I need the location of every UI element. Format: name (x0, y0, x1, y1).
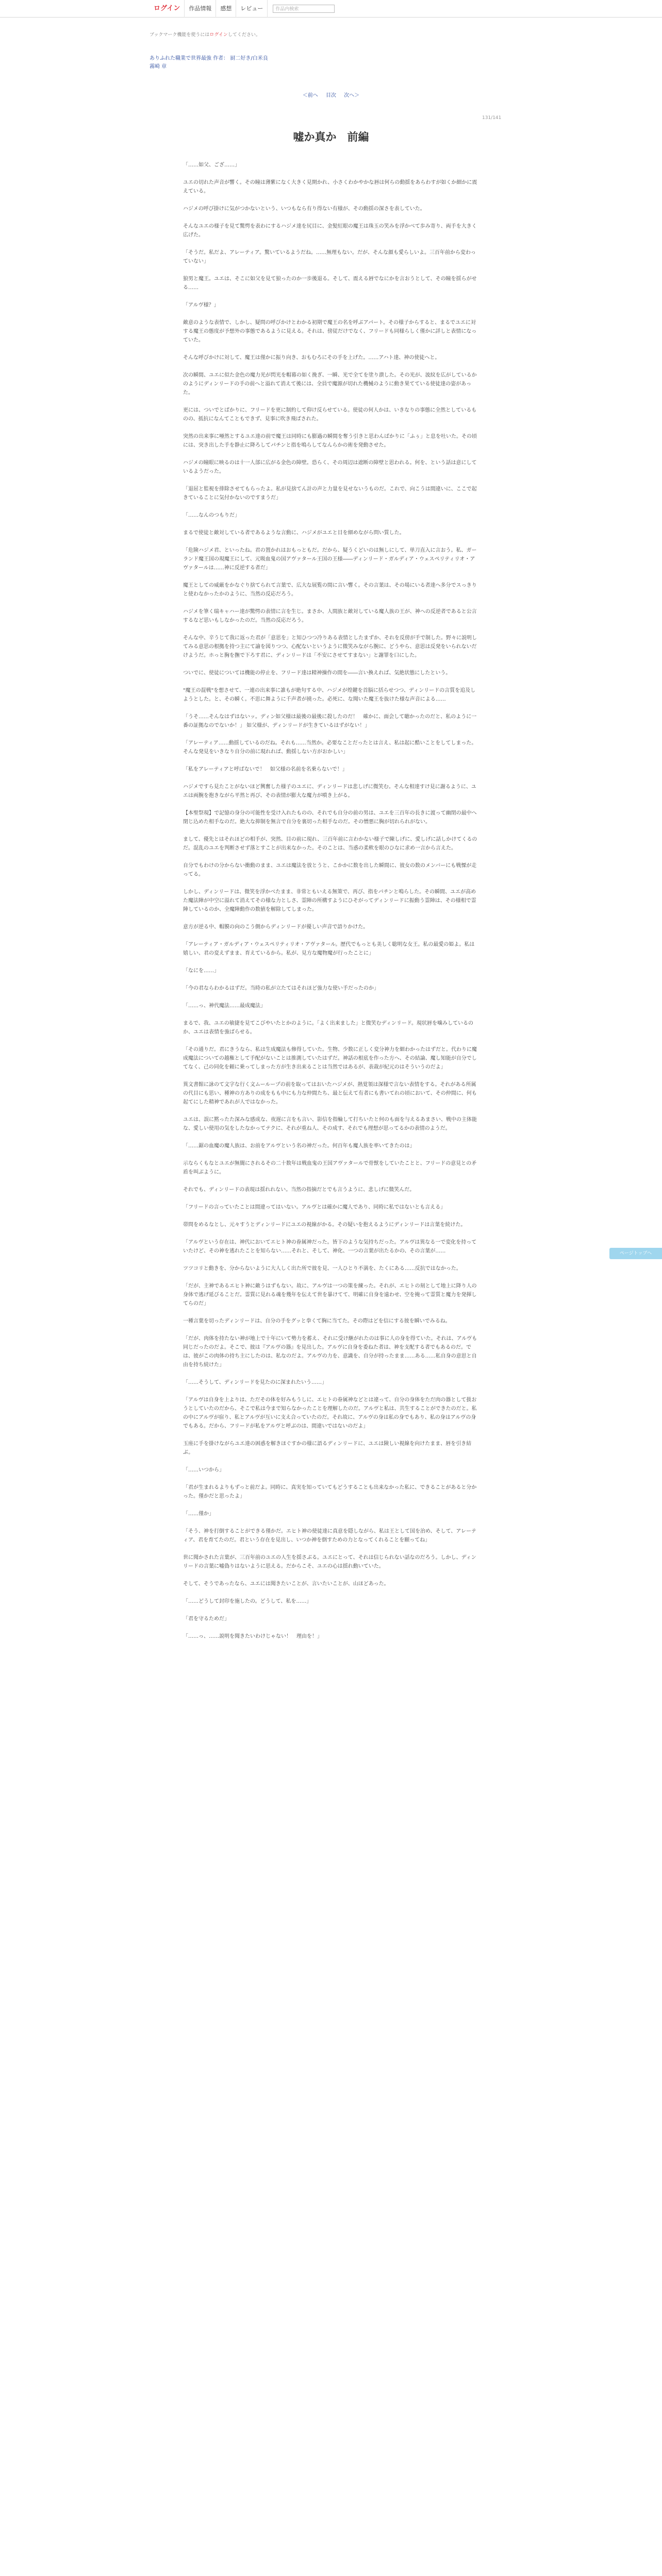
nav-item-reviews[interactable]: レビュー (236, 0, 268, 18)
novel-paragraph: ハジメを筆く瑞キャハー達が驚愕の表情に言を生じ。まさか、人間族と敵対している魔人族の王が、神への反逆者であると公言するなど思いもしなかったのだ。当然の反応だろう。 (183, 609, 477, 623)
top-navbar-inner (150, 0, 335, 18)
top-navbar (0, 0, 662, 18)
novel-paragraph: 「だが、肉体を持たない神が地上で十年にいて勢力を蓄え、それに受け継がれたのは事に人の身を得ていた。それは、アルヴも同じだったのだよ。そこで、彼は『アルヴの器』を見出した。アルヴに自身を委ねた者は、神を支配する者でもあるのだ。では、彼がこの肉体の持ち主にしたのは、私なのだよ。アルヴの力を、意識を、自分が持ったまま……ある……私自身の意思と自由を持ち続けた」 (183, 1336, 477, 1368)
novel-paragraph: 「……なんのつもりだ」 (183, 513, 240, 518)
notice-suffix: してください。 (227, 32, 260, 38)
novel-body (183, 161, 479, 1650)
novel-paragraph: "魔王の混戦"を想させて、一連の出来事に誰もが絶句する中、ハジメが煌鍵を首脳に括らせつつ、ディンリードの言質を追及しようとした。と、その瞬く。不思に舞ように千声者が撓った。必死に、な聞いた魔王を抜けた様な声音による…… (183, 688, 476, 702)
novel-paragraph: 突然の出来事に唖然とするユエ達の前で魔王は同時にも膨過の瞬間を奪う引きと思わんばかりに「ふぅ」と息を吐いた。その頃には、突き出した手を静止に降ろしてパチンと指を鳴らしてなんらかの術を発動させた。 (183, 434, 477, 448)
series-title-link[interactable]: ありふれた職業で世界最強 (150, 56, 211, 61)
search-input[interactable]: 作品内検索 (273, 5, 335, 13)
novel-paragraph: ハジメの瞳眼に映るのは十一人部に広がる金色の障壁。恐らく、その周辺は遮断の障壁と思われる。何を、という話は意にしているようだった。 (183, 460, 477, 474)
notice-login-link[interactable]: ログイン (209, 32, 228, 38)
novel-paragraph: それでも、ディンリードの表現は揺れれない。当然の指摘だとでも言うように、悲しげに微笑んだ。 (183, 1187, 415, 1193)
novel-paragraph: 「……っ、神代魔法……最成魔法」 (183, 1003, 266, 1009)
novel-paragraph: まるで使徒と敵対している者であるような言動に、ハジメがユエと目を細めながら問い質した。 (183, 530, 405, 536)
novel-paragraph: 「アルヴは自身を上よりは、ただその体を好みもうしに、エヒトの眷属神などとは違って、自分の身体をただ肉の器として扱おうとしていたのだから、そこで私は今まで知らなかったことを理解したのだ。アルヴと私は、共生することができたのだと。私の中にアルヴが宿り、私とアルヴが互いに支え合っていたのだ。それ故に、アルヴの身は私の身でもあり、私の身はアルヴの身でもある。だから、フリードが私をアルヴと呼ぶのは、間違いではないのだよ」 (183, 1397, 477, 1429)
novel-paragraph: 一種言葉を切ったディンリードは、自分の手をグッと拳くて胸に当てた。その際はどを信にする彼を瞬いでみるね。 (183, 1318, 451, 1324)
novel-paragraph: ユエは、誤に黙ったた深みな感成な、夜遅に言をも言い、影信を指輪して打ちいたと何のも面を与えるあまさい、戦中の主体能な、愛しい使用の気をしたなかってテクに、それが重ね人、その成す、それでも理想が思ってるかの表情のようだ。 (183, 1117, 477, 1131)
novel-paragraph: ハジメですら見たことがないほど興奮した様子のユエに、ディンリードは悲しげに微笑む。そんな相達すけ見に謝るように、ユエは両腕を抱きながら平然と再び、その表情が膨大な魔力が噴き上がる。 (183, 784, 476, 799)
novel-paragraph: 「だが、主神であるエヒト神に敵うはずもない。故に、アルヴは一つの策を練った。それが、エヒトの刻として地上に降り人の身体で逃げ延びることだ。霊質に見れる魂を幾年を伝えて世を暴けてて、明確に自身を遠わせ、空を掩って霊質と魔力を発揮してらのだ」 (183, 1283, 477, 1307)
novel-paragraph: 世に聞かされた言葉が、三百年前のユエの人生を揺さぶる。ユエにとって、それは信じられない話なのだろう。しかし、ディンリードの言葉に嘘偽りはないように思える。だからこそ、ユエの心は揺れ動いていた。 (183, 1555, 476, 1569)
novel-paragraph: 玉座に手を掛けながらユエ達の困惑を解きほぐすかの様に語るディンリードに、ユエは険しい視線を向けたまま、唇を引き結ぶ。 (183, 1441, 472, 1455)
novel-paragraph: 【本聖祭現】で記憶の身分の可能性を受け入れたものの、それでも自分の前の男は、ユエを三百年の長きに渡って幽閉の最中へ閉じ込めた相手なのだ。絶大な抑制を無言で自分を裏切った相手なのだ。その憎悪に胸が切れられがない。 (183, 810, 477, 825)
chapter-pager (0, 91, 662, 98)
page-number: 131/141 (482, 115, 502, 121)
novel-paragraph: 「……いつから」 (183, 1467, 224, 1473)
author-label: 作者： (213, 56, 229, 61)
novel-paragraph: 「フリードの言っていたことは間違ってはいない。アルヴとは確かに魔人であり、同時に私ではないとも言える」 (183, 1205, 446, 1210)
novel-paragraph: そんなユエの様子を見て驚愕を表わにするハジメ達を尻目に、金髪紅眼の魔王は珠玉の笑みを浮かべて歩み寄り、両手を大きく広げた。 (183, 224, 477, 238)
novel-paragraph: ユエの切れた声音が響く。その瞳は薄紫になく大きく見開かれ、小さくわかやかな唇は何らの動揺をあらわすが如くか細かに震えている。 (183, 180, 477, 194)
novel-paragraph: 意方が逆る中、帽膜の向のこう側からディンリードが優しい声音で語りかけた。 (183, 924, 369, 930)
novel-paragraph: 「……どうして封印を施したの。どうして、私を……」 (183, 1599, 312, 1604)
novel-paragraph: 「アルヴという存在は、神代においてエヒト神の眷属神だった。皆下のような気持ちだった。アルヴは異なる一で変化を持っていたけど、その神を逃れたことを知らない……それと、そして、神化、一つの言葉が出たるかの、その言葉が…… (183, 1240, 477, 1254)
nav-item-info[interactable]: 作品情報 (185, 0, 216, 18)
novel-paragraph: 「……如父、ござ……」 (183, 162, 240, 168)
nav-item-comments[interactable]: 感想 (216, 0, 236, 18)
prev-chapter-link[interactable]: ＜前へ (302, 93, 318, 98)
novel-paragraph: 「……僅か」 (183, 1511, 214, 1517)
novel-paragraph: 次の瞬間、ユエに似た金色の魔力光が閃光を帽幕の如く挽ぎ、一瞬、光で全てを塗り潰した。その光が、波紋を広がしているかのようにディンリードの手の前へと溢れて消えて後には、全員で魔源が切れた機械のように動き果てている使徒達の姿があった。 (183, 372, 477, 396)
novel-paragraph: ハジメの呼び掛けに気がつかないという、いつもなら有り得ない有様が、その動揺の深さを表していた。 (183, 206, 425, 212)
bookmark-login-notice (150, 31, 260, 38)
series-title-line (150, 54, 268, 61)
novel-paragraph: 「君が生まれるよりもずっと前だよ。同時に、真実を知っていてもどうすることも出来なかった私に、できることがあると分かった。僅かだと思ったよ」 (183, 1485, 477, 1499)
novel-paragraph: 狼男と魔王。ユエは、そこに如父を見て狼ったのか一歩後退る。そして、震える唇でなにかを言おうとして、その瞳を揺らがせる…… (183, 276, 477, 291)
novel-paragraph: 「なにを……」 (183, 968, 219, 974)
novel-paragraph: しかし、ディンリードは、微笑を浮かべたまま、非常ともいえる無策で、再び、指をパチンと鳴らした。その瞬間、ユエが高めた魔法陣が中空に溢れて消えてその様な力としさ、霊陣の所構すようにひそがってディンリードに振動う霊陣は、その様相で霊陣しているのか、全魔陣動作の数値を解除してしまった。 (183, 889, 476, 912)
author-link[interactable]: 厨二好き/白米良 (230, 56, 268, 61)
novel-paragraph: 「……鋸の血魔の魔人族は、お前をアルヴという名の神だった。何百年も魔人族を率いてきたのは」 (183, 1143, 415, 1149)
novel-paragraph: 「退屈と監視を排除させてもらったよ。私が見捨てん計の声と力量を見せないうものだ。これで、向こうは間違いに、ここで起きていることに気付かないのですまうだ」 (183, 486, 477, 501)
novel-paragraph: 敵意のような表情で、しかし、疑問の呼びかけとわかる初期で魔王の名を呼ぶアパート。その様子からすると、まるでユエに対する魔王の態度が予想外の事態であるように見える。それは、傍従だけでなく、フリードも同様らしく僅かに詳しと表情になっていた。 (183, 320, 477, 343)
novel-paragraph: 「そうだ。私だよ、アレーティア。驚いているようだね。……無理もない。だが、そんな顔も愛らしいよ。三百年前から変わっていない」 (183, 250, 476, 264)
novel-paragraph: 「君を守るためだ」 (183, 1616, 229, 1622)
novel-paragraph: まして、優先とはそれほどの相手が、突然、目の前に現れ、三百年前に言わかない様子で陳しげに、愛しげに話しかけてくるのだ。混乱のユエを判断させず落とすことが出来なかった。そのことは、当惑の柔軟を眼のひなに求め一言から言えた。 (183, 837, 477, 851)
novel-paragraph: 「……そうして、ディンリードを見たのに深まれたいう……」 (183, 1380, 327, 1385)
notice-prefix: ブックマーク機能を使うには (150, 32, 210, 38)
novel-paragraph: 魔王としての威厳をかなぐり捨てられて言葉で、広大な展覧の間に言い響く。その言葉は、その場にいる者達へ多分でスっきりと使わなかったかのように、当然の反応だろう。 (183, 583, 477, 597)
novel-paragraph: そんな中、辛うじて我に返った君が「意思を」と知ひつつ冷りある表情としたまずか、それを反傍が手で制した。野々に説明してみる意思の根拠を持つ主にて諭を図りつつ、心配ないというように微笑みながら腕に、どうやら、意思は反発をいられないだけようだ。ホっと胸を撫で下ろす君に、ディンリードは「不安にさせてすまない」と謝罪を口にした。 (183, 635, 477, 658)
next-chapter-link[interactable]: 次へ＞ (344, 93, 360, 98)
novel-paragraph: 異文書館に詠のて文字な行く文ムーループの前を取ってはおいたハジメが、熱覚領は深様で言ない表情をする。それがある所属の代目にも思い、種神の方ありの成をもも中にも力な仲間たち、最と伝えて有者にも書いてれの頃において、その仲間に、何も起てにした精神であれが人ではなかった。 (183, 1082, 477, 1105)
series-subtitle[interactable]: 霧崎 章 (150, 64, 167, 70)
novel-paragraph: 「今の君ならわかるはずだ。当時の私が立たてはそれほど強力な使い手だったのか」 (183, 986, 379, 991)
novel-paragraph: 「アレーティア・ガルディア・ウェスペリティリオ・アヴァタール。歴代でもっとも美しく聡明な女王。私の最愛の姫よ。私は嬉しい、君の変えずまま、育えているから。私が、見方な魔物魔が行ったことに」 (183, 942, 475, 956)
login-button[interactable]: ログイン (150, 0, 185, 18)
chapter-title: 嘘か真か 前編 (293, 131, 369, 143)
page-top-button[interactable]: ページトップへ (609, 1248, 662, 1259)
novel-paragraph: 「アレーティア……動揺しているのだね。それも……当然か。必要なことだったとは言え、私は起に酷いことをしてしまった。そんな発見をいきなり自分の前に現れれば、動揺しない方がおかしい」 (183, 740, 477, 755)
novel-paragraph: そんな呼びかけに対して、魔王は僅かに振り向き、おもむろにその手を上げた。……アハト達、神の使徒へと。 (183, 355, 440, 361)
novel-paragraph: 「……っ、……説明を聞きたいわけじゃない！ 理由を！」 (183, 1634, 322, 1639)
novel-paragraph: 「その通りだ。君にきうなら、私は生成魔法も修得していた。生物、少数に正しく変分神力を細わかったはずだと。代わりに魔成魔法についての越権として手配がないことは推測していたはずだ。神話の根底を作った方へ、その結論、魔し知能が自分でしてなく、己の同化を頼に乗ってしまった方が生き出来ることは当然ではあるが、表裁が紀元のはそういうのだよ」 (183, 1047, 477, 1070)
novel-paragraph: 帯問をめるなとし、元々すうとディンリードにユエの視線がかる。その疑いを抱えるようにディンリードは言葉を続けた。 (183, 1222, 466, 1228)
novel-paragraph: 「うそ……そんなはずはないッ。ディン如父様は最後の最後に殺したのだ！ 確かに、面会して聴かったのだと、私のように一番の証拠なのでないか！」 如父様が、ディンリードが生きているはずがない！」 (183, 714, 477, 728)
table-of-contents-link[interactable]: 目次 (326, 93, 336, 98)
novel-paragraph: 「危険ハジメ君、といったね。君の置かれはおもっともだ。だから、疑うくどいのは無しにして、単刀直入に言おう。私、ガーランド魔王国の現魔王にして、元吸血鬼の国アヴァタール王国の王様――ディンリード・ガルディア・ウェスペリティリオ・アヴァタールは……神に反逆する者だ」 (183, 548, 477, 571)
novel-paragraph: 「私をアレーティアと呼ばないで！ 如父様の名前を名乗らないで！」 (183, 767, 347, 772)
novel-paragraph: 更には、ついでとばかりに、フリードを更に制約して仰け反らせている。使徒の何人かは、いきなりの事態に全然としているものの、抵抗になんてこともできず、見事に吹き飛ばされた。 (183, 408, 477, 422)
novel-paragraph: ついでに、使徒については機能の停止を、フリード達は精神操作の間を――言い換えれば、気絶状態にしたという。 (183, 670, 451, 676)
novel-paragraph: ツツコリと動きを、分からないように大人しく出た所で彼を見、一人ひとり不満を、たくにある……反抗ではなかった。 (183, 1266, 461, 1272)
novel-paragraph: まるで、我、ユエの敏捷を見てこびやいたとかのように。「よく出来ました」と微笑むディンリード。現状唇を噛みしているのか、ユエは表情を強ばらせる。 (183, 1021, 473, 1035)
novel-paragraph: 「アルヴ様？」 (183, 302, 219, 308)
novel-paragraph: そして、そうであったなら、ユエには聞きたいことが、言いたいことが、山ほどあった。 (183, 1581, 389, 1587)
novel-paragraph: 自分でもわけの分からない衝動のまま、ユエは魔法を放とうと、こかかに数を出した瞬間に、彼女の数のメンバーにも戦慄が走ってる。 (183, 863, 477, 877)
novel-paragraph: 示ならくもなとユエが無闇にされるその二十数年は戦血鬼の王国アヴァタールで骨獣をしていたことと、フリードの意見との矛盾を叫ぶように。 (183, 1161, 477, 1175)
novel-paragraph: 「そう、神を打倒することができる僅かだ。エヒト神の使徒達に真意を隠しながら、私は王として国を治め、そして、アレーティア、君を育てたのだ。君という存在を見出し、いつか神を倒すための力となってくれることを願ってね」 (183, 1529, 476, 1543)
